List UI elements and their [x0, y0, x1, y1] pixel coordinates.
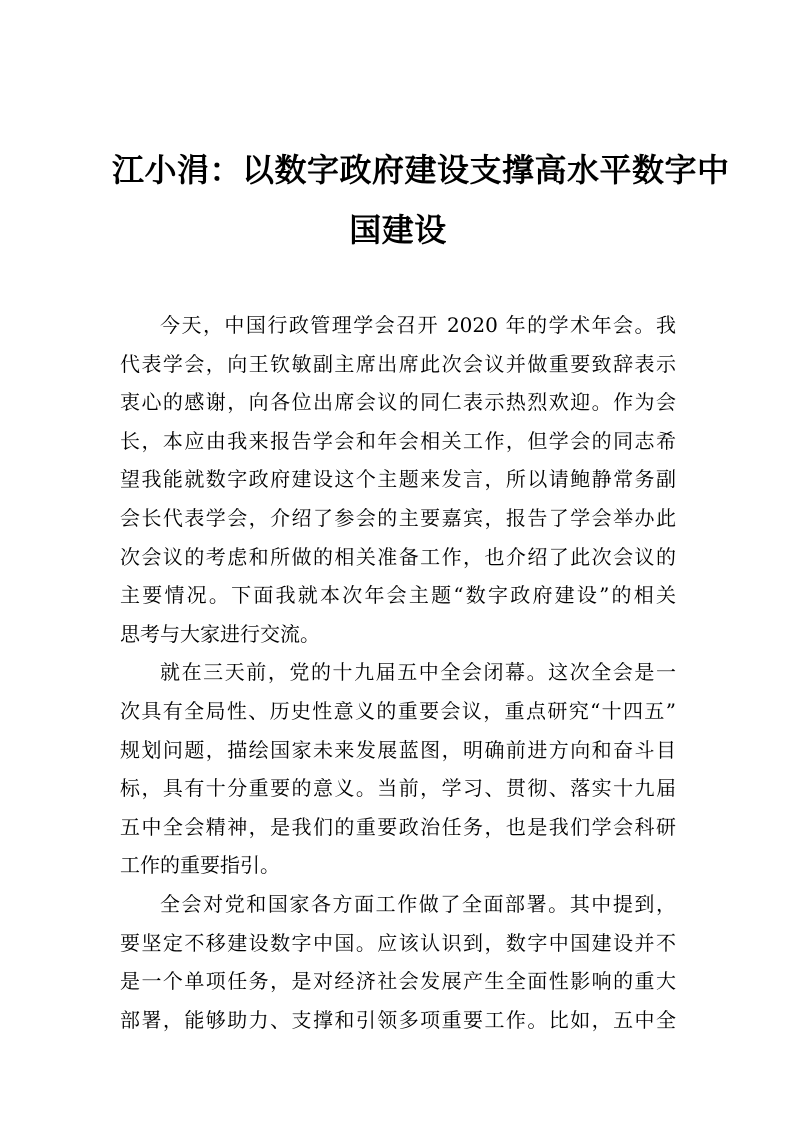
text-line: 代表学会，向王钦敏副主席出席此次会议并做重要致辞表示: [120, 351, 676, 376]
text-line: 衷心的感谢，向各位出席会议的同仁表示热烈欢迎。作为会: [120, 390, 676, 415]
text-line: 次具有全局性、历史性意义的重要会议，重点研究“十四五”: [120, 698, 676, 723]
text-line: 部署，能够助力、支撑和引领多项重要工作。比如，五中全: [120, 1007, 676, 1032]
text-line: 主要情况。下面我就本次年会主题“数字政府建设”的相关: [120, 583, 676, 608]
text-line: 规划问题，描绘国家未来发展蓝图，明确前进方向和奋斗目: [120, 737, 676, 762]
paragraph: [120, 306, 676, 653]
text-line: 要坚定不移建设数字中国。应该认识到，数字中国建设并不: [120, 930, 676, 955]
paragraph: [120, 885, 676, 1039]
text-line: 工作的重要指引。: [120, 853, 280, 878]
text-line: 五中全会精神，是我们的重要政治任务，也是我们学会科研: [120, 814, 676, 839]
text-line: 会长代表学会，介绍了参会的主要嘉宾，报告了学会举办此: [120, 505, 676, 530]
text-line: 就在三天前，党的十九届五中全会闭幕。这次全会是一: [160, 660, 676, 685]
text-line: 次会议的考虑和所做的相关准备工作，也介绍了此次会议的: [120, 544, 676, 569]
text-line: 思考与大家进行交流。: [120, 621, 320, 646]
paragraph: [120, 653, 676, 885]
document-body: [120, 306, 676, 1039]
text-line: 是一个单项任务，是对经济社会发展产生全面性影响的重大: [120, 969, 676, 994]
document-title: [112, 140, 730, 260]
title-line: 国建设: [349, 211, 447, 249]
text-line: 长，本应由我来报告学会和年会相关工作，但学会的同志希: [120, 428, 676, 453]
text-line: 标，具有十分重要的意义。当前，学习、贯彻、落实十九届: [120, 776, 676, 801]
text-line: 全会对党和国家各方面工作做了全面部署。其中提到，: [160, 891, 676, 916]
title-line: 江小涓：以数字政府建设支撑高水平数字中: [112, 151, 730, 189]
text-line: 今天，中国行政管理学会召开 2020 年的学术年会。我: [160, 313, 676, 337]
text-line: 望我能就数字政府建设这个主题来发言，所以请鲍静常务副: [120, 467, 676, 492]
